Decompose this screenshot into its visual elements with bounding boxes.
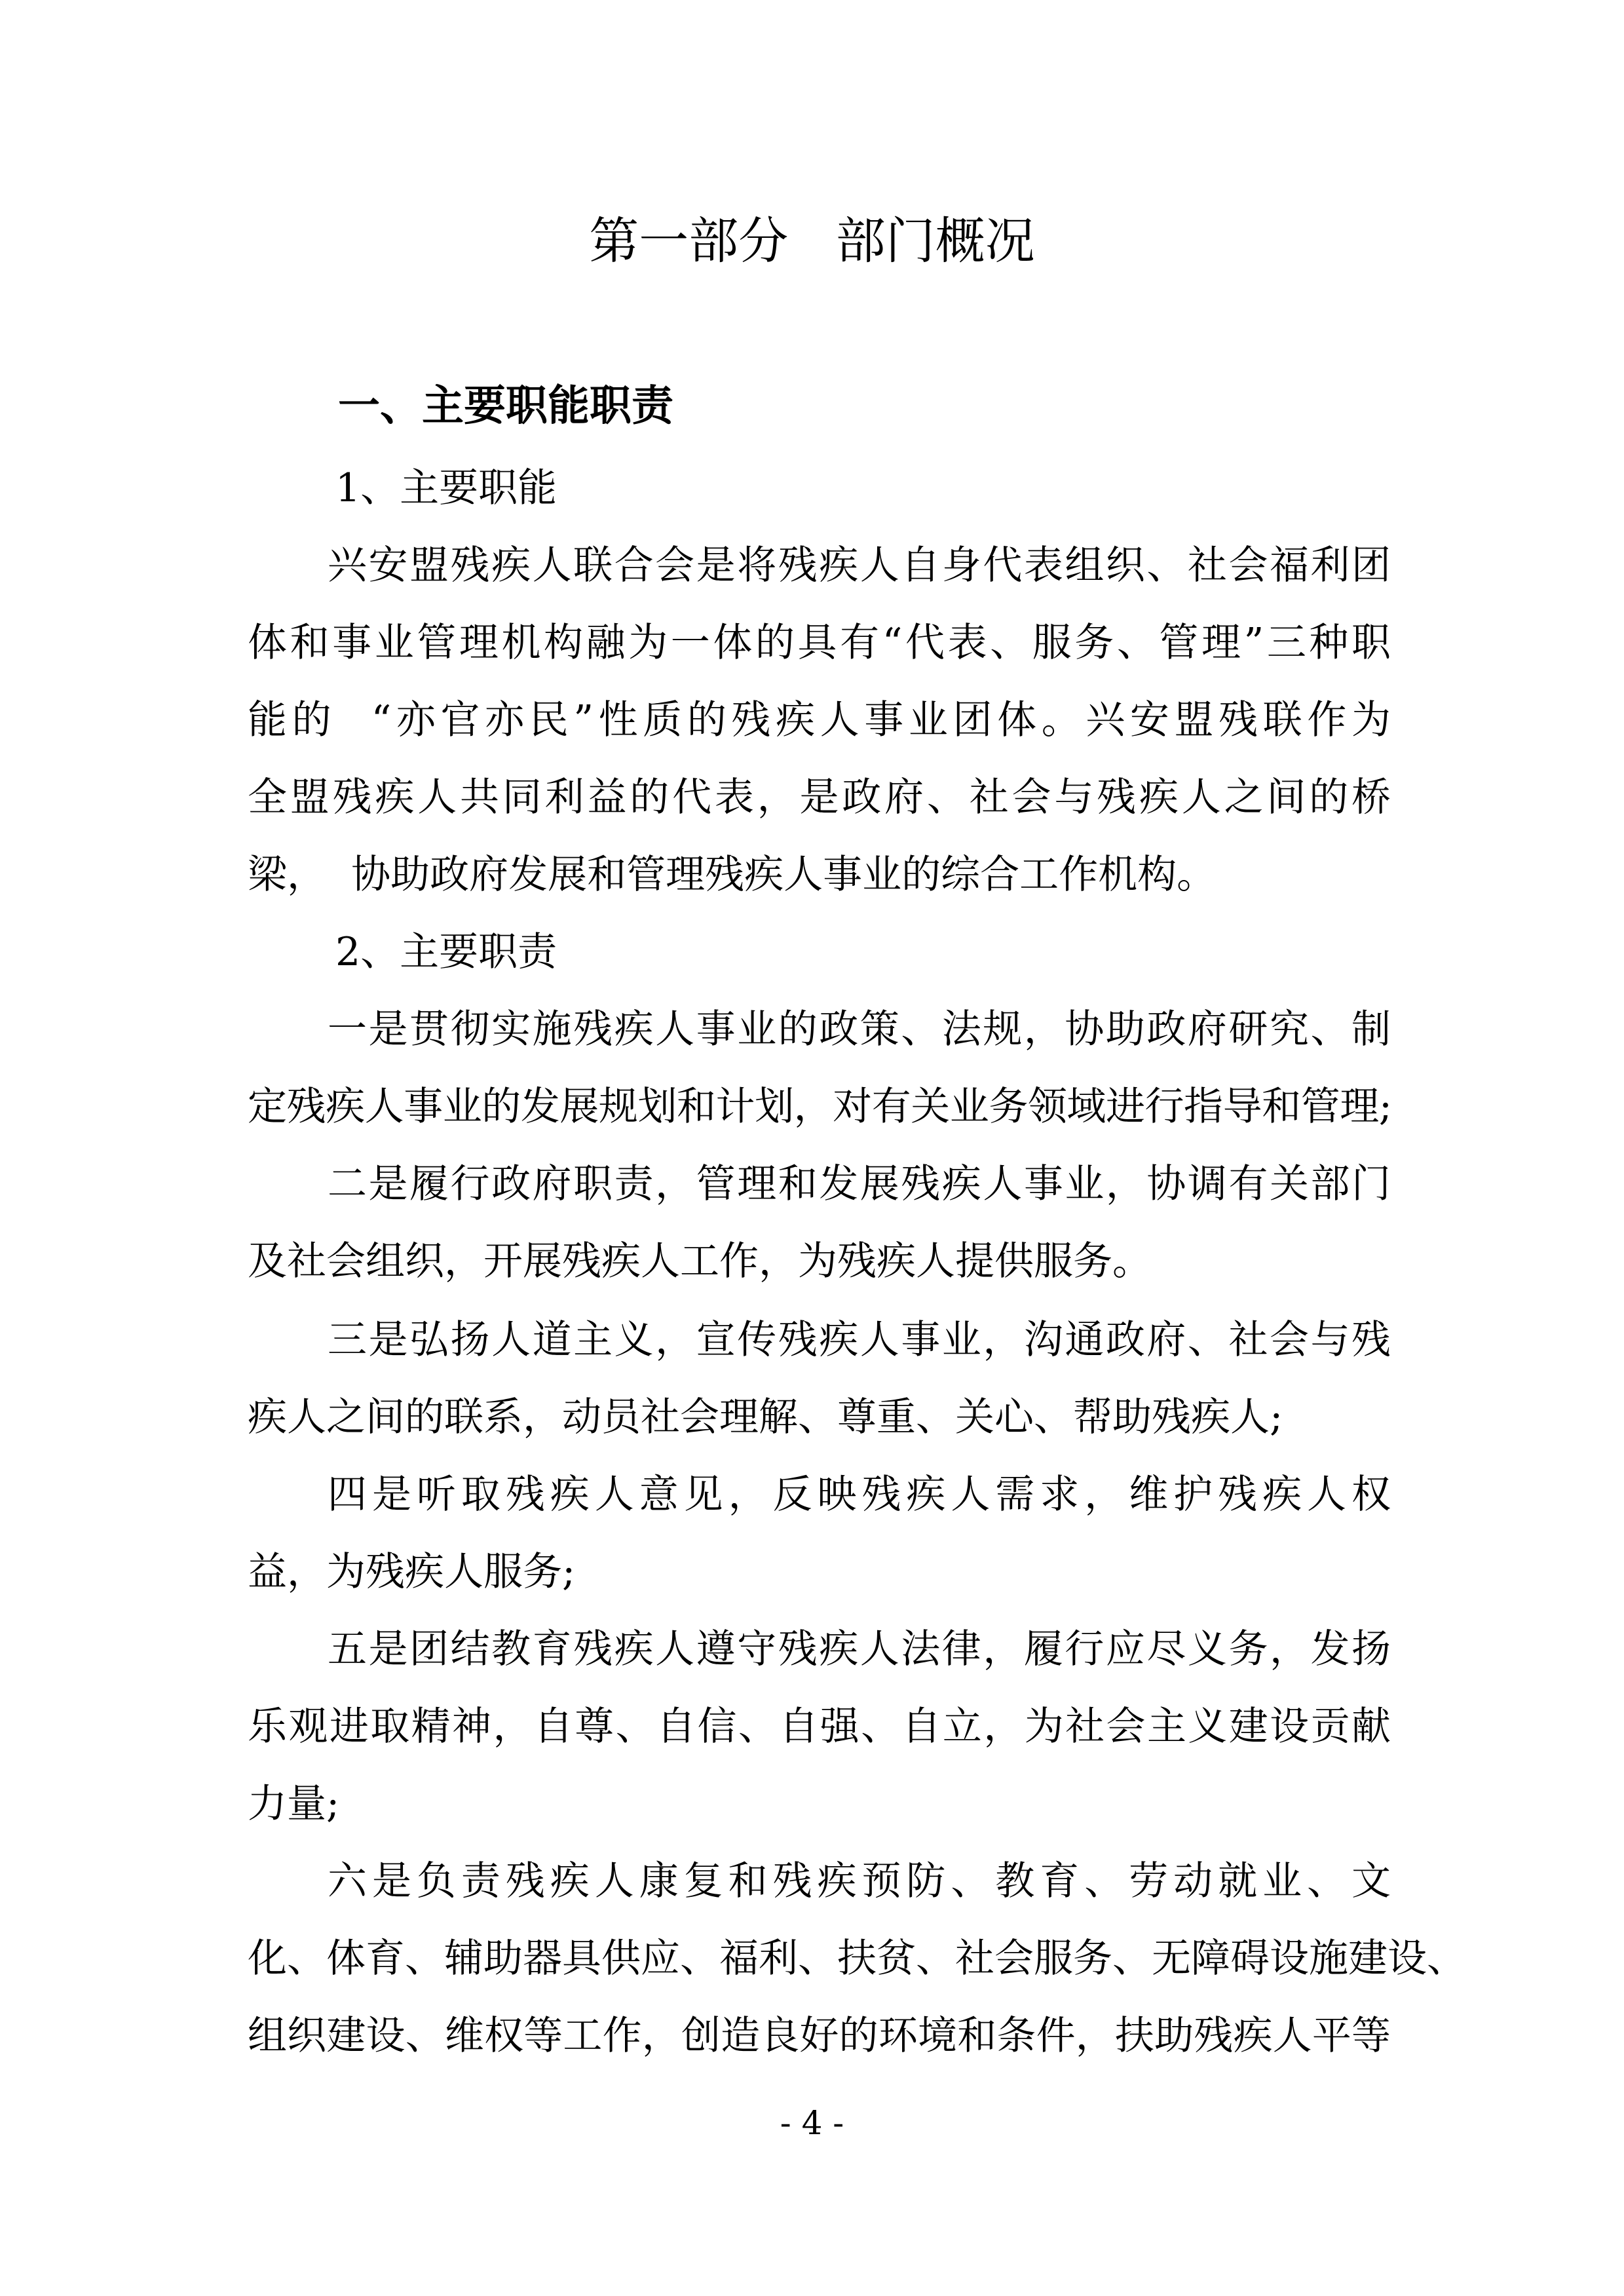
paragraph-line: 六是负责残疾人康复和残疾预防、教育、劳动就业、文 [328,1858,1391,1904]
paragraph-line: 组织建设、维权等工作，创造良好的环境和条件，扶助残疾人平等 [248,2013,1391,2059]
paragraph-line: 及社会组织，开展残疾人工作，为残疾人提供服务。 [248,1238,1152,1284]
paragraph-line: 兴安盟残疾人联合会是将残疾人自身代表组织、社会福利团 [328,543,1391,588]
paragraph-line: 梁， 协助政府发展和管理残疾人事业的综合工作机构。 [248,852,1217,898]
paragraph-line: 能的 “亦官亦民”性质的残疾人事业团体。兴安盟残联作为 [248,697,1391,743]
subsection-heading-functions: 1、主要职能 [335,465,557,511]
paragraph-line: 化、体育、辅助器具供应、福利、扶贫、社会服务、无障碍设施建设、 [248,1936,1466,1981]
paragraph-line: 体和事业管理机构融为一体的具有“代表、服务、管理”三种职 [248,620,1391,666]
paragraph-line: 力量; [248,1781,340,1827]
page-number: - 4 - [780,2104,844,2142]
paragraph-line: 五是团结教育残疾人遵守残疾人法律，履行应尽义务，发扬 [328,1626,1391,1672]
paragraph-line: 一是贯彻实施残疾人事业的政策、法规，协助政府研究、制 [328,1006,1391,1052]
subsection-heading-duties: 2、主要职责 [335,929,557,975]
page-title: 第一部分 部门概况 [589,212,1035,270]
paragraph-line: 二是履行政府职责，管理和发展残疾人事业，协调有关部门 [328,1161,1391,1207]
section-heading: 一、主要职能职责 [338,382,673,430]
paragraph-line: 三是弘扬人道主义，宣传残疾人事业，沟通政府、社会与残 [328,1317,1391,1363]
paragraph-line: 定残疾人事业的发展规划和计划，对有关业务领域进行指导和管理; [248,1084,1391,1130]
paragraph-line: 疾人之间的联系，动员社会理解、尊重、关心、帮助残疾人; [248,1394,1283,1440]
paragraph-line: 益，为残疾人服务; [248,1549,576,1595]
paragraph-line: 乐观进取精神，自尊、自信、自强、自立，为社会主义建设贡献 [248,1704,1391,1750]
paragraph-line: 全盟残疾人共同利益的代表，是政府、社会与残疾人之间的桥 [248,775,1391,820]
paragraph-line: 四是听取残疾人意见，反映残疾人需求，维护残疾人权 [328,1472,1391,1518]
